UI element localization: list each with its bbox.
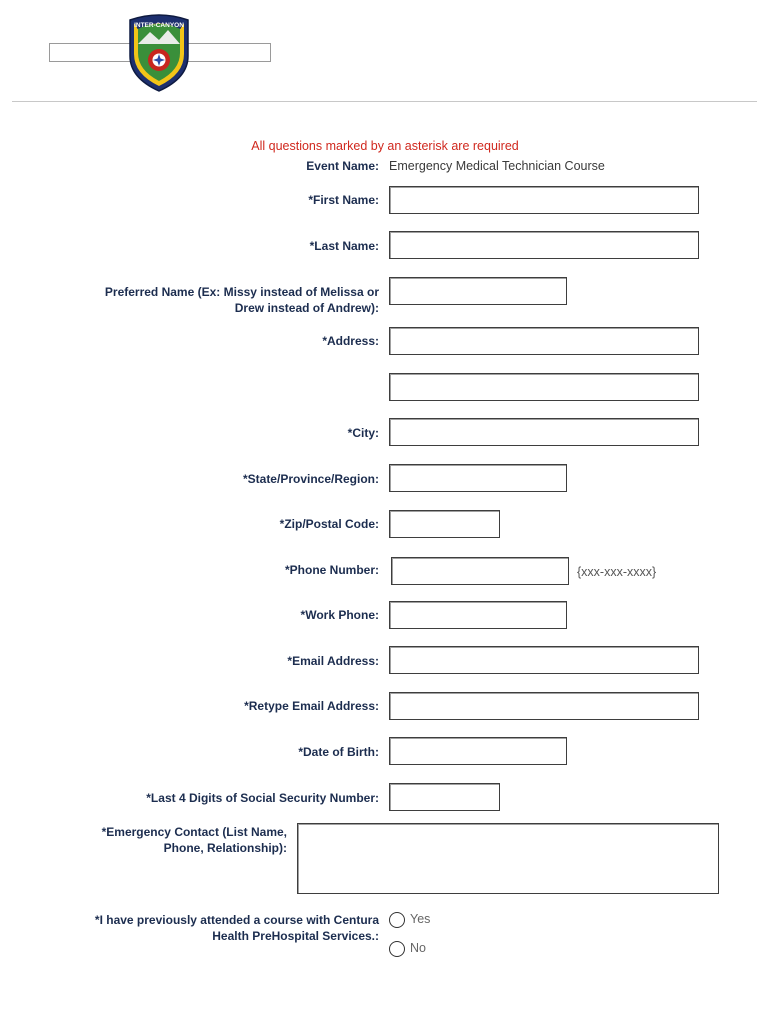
city-input[interactable] (389, 418, 699, 446)
last-name-input[interactable] (389, 231, 699, 259)
first-name-input[interactable] (389, 186, 699, 214)
email-label: *Email Address: (287, 654, 379, 668)
phone-label: *Phone Number: (284, 563, 379, 577)
emergency-contact-textarea[interactable] (297, 823, 719, 894)
radio-no-label[interactable]: No (410, 941, 426, 955)
emergency-contact-label-line2: Phone, Relationship): (163, 841, 287, 855)
preferred-name-label-line2: Drew instead of Andrew): (234, 301, 379, 315)
preferred-name-label-line1: Preferred Name (Ex: Missy instead of Melissa or (104, 285, 379, 299)
required-note: All questions marked by an asterisk are required (251, 139, 519, 153)
dob-label: *Date of Birth: (298, 745, 379, 759)
address-label: *Address: (322, 334, 379, 348)
preferred-name-input[interactable] (389, 277, 567, 305)
work-phone-input[interactable] (389, 601, 567, 629)
dob-input[interactable] (389, 737, 567, 765)
retype-email-input[interactable] (389, 692, 699, 720)
radio-yes[interactable] (389, 912, 405, 928)
state-input[interactable] (389, 464, 567, 492)
previously-attended-label (40, 912, 379, 944)
event-name-value: Emergency Medical Technician Course (389, 159, 605, 173)
retype-email-label: *Retype Email Address: (244, 699, 379, 713)
emergency-contact-label-line1: *Emergency Contact (List Name, (101, 825, 287, 839)
logo-text: INTER-CANYON (134, 22, 184, 29)
zip-label: *Zip/Postal Code: (279, 517, 379, 531)
state-label: *State/Province/Region: (242, 472, 379, 486)
preferred-name-label (40, 284, 379, 316)
radio-yes-label[interactable]: Yes (410, 912, 431, 926)
emergency-contact-label (40, 824, 287, 856)
address-line2-input[interactable] (389, 373, 699, 401)
previously-attended-label-line2: Health PreHospital Services.: (212, 929, 379, 943)
zip-input[interactable] (389, 510, 500, 538)
email-input[interactable] (389, 646, 699, 674)
event-name-label: Event Name: (306, 159, 379, 173)
last-name-label: *Last Name: (309, 239, 379, 253)
radio-no[interactable] (389, 941, 405, 957)
ssn-last4-label: *Last 4 Digits of Social Security Number: (146, 791, 379, 805)
phone-format-hint: {xxx-xxx-xxxx} (577, 565, 657, 579)
first-name-label: *First Name: (308, 193, 379, 207)
address-line1-input[interactable] (389, 327, 699, 355)
phone-input[interactable] (391, 557, 569, 585)
ssn-last4-input[interactable] (389, 783, 500, 811)
city-label: *City: (347, 426, 379, 440)
work-phone-label: *Work Phone: (300, 608, 379, 622)
inter-canyon-logo (126, 14, 192, 92)
previously-attended-label-line1: *I have previously attended a course with Centura (94, 913, 379, 927)
header-divider (12, 101, 757, 102)
